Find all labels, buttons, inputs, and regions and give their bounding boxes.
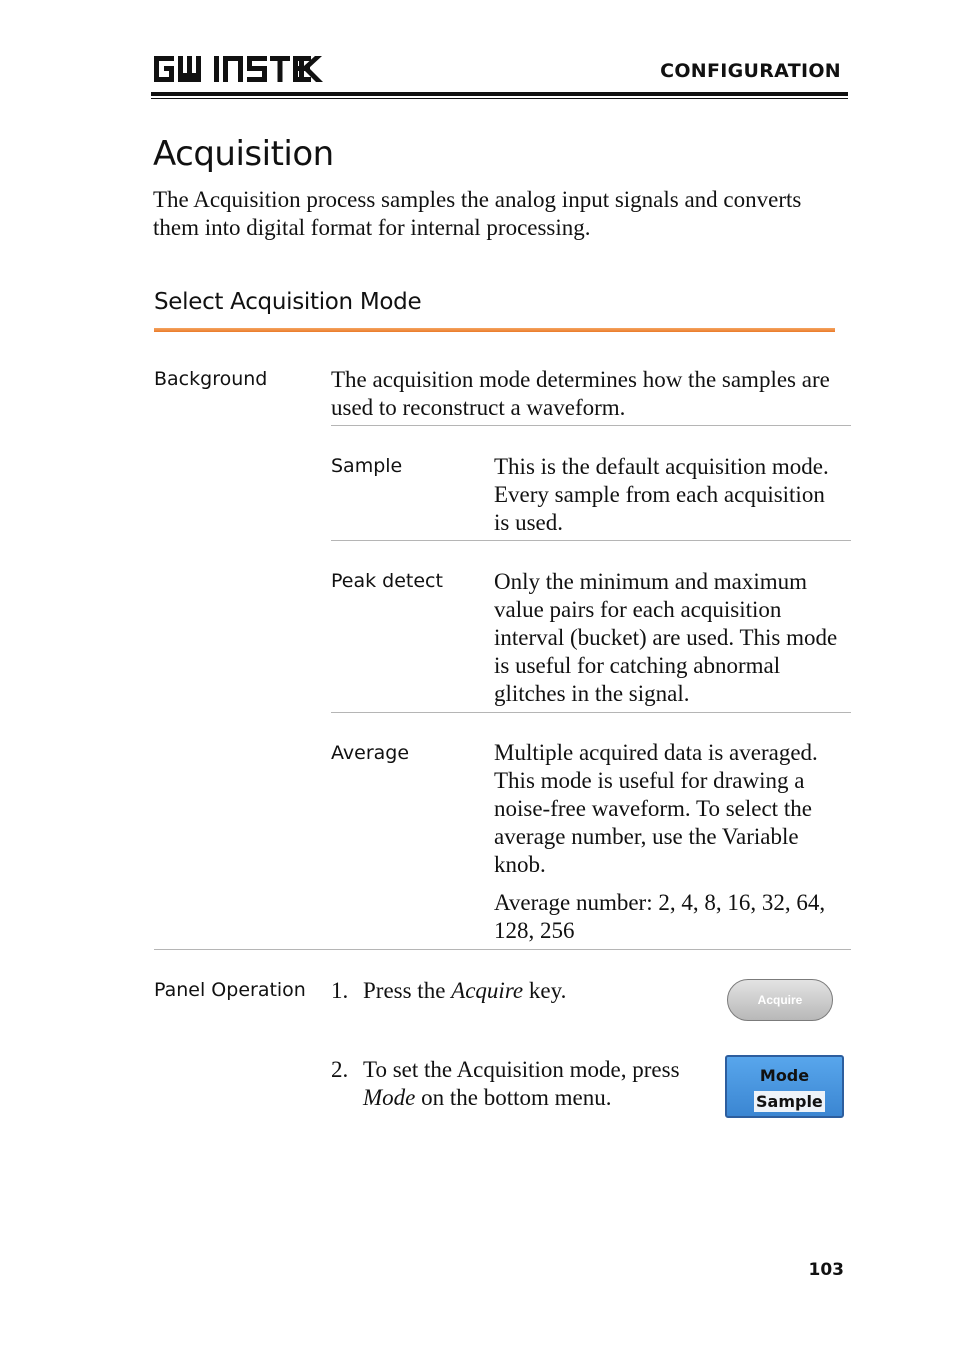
subtitle-rule: [154, 328, 835, 332]
panel-operation-label: Panel Operation: [154, 979, 306, 1001]
average-number-list: Average number: 2, 4, 8, 16, 32, 64, 128, 256: [494, 890, 826, 943]
section-header: CONFIGURATION: [660, 60, 841, 82]
step-1-text: Press the Acquire key.: [363, 978, 567, 1003]
intro-paragraph: The Acquisition process samples the analog input signals and converts them into digital format for internal processing.: [153, 187, 802, 240]
divider: [331, 712, 851, 713]
page-number: 103: [808, 1260, 844, 1280]
page-title: Acquisition: [153, 134, 334, 174]
step-number: 1.: [331, 978, 349, 1003]
background-text: The acquisition mode determines how the samples are used to reconstruct a waveform.: [331, 367, 830, 420]
background-label: Background: [154, 368, 268, 390]
mode-desc-peak-detect: Only the minimum and maximum value pairs for each acquisition interval (bucket) are used. This mode is useful for catching abnormal glitches in the signal.: [494, 569, 838, 706]
divider: [154, 949, 851, 950]
divider: [331, 425, 851, 426]
mode-button-title: Mode: [759, 1066, 810, 1085]
mode-desc-sample: This is the default acquisition mode. Every sample from each acquisition is used.: [494, 454, 829, 535]
step-number: 2.: [331, 1057, 349, 1082]
mode-label-sample: Sample: [331, 455, 403, 477]
header-rule-thin: [151, 98, 848, 99]
logo-letter-k: [298, 56, 324, 82]
mode-menu-button[interactable]: [725, 1055, 844, 1118]
mode-label-peak-detect: Peak detect: [331, 570, 443, 592]
header-rule-thick: [151, 92, 848, 96]
acquire-key[interactable]: Acquire: [727, 979, 833, 1021]
section-subtitle: Select Acquisition Mode: [154, 289, 422, 315]
divider: [331, 540, 851, 541]
step-2-text: To set the Acquisition mode, press Mode on the bottom menu.: [363, 1057, 680, 1110]
mode-button-value: Sample: [756, 1092, 823, 1111]
mode-desc-average: Multiple acquired data is averaged. This mode is useful for drawing a noise-free waveform. To select the average number, use the Variable knob.: [494, 740, 818, 877]
mode-label-average: Average: [331, 742, 410, 764]
